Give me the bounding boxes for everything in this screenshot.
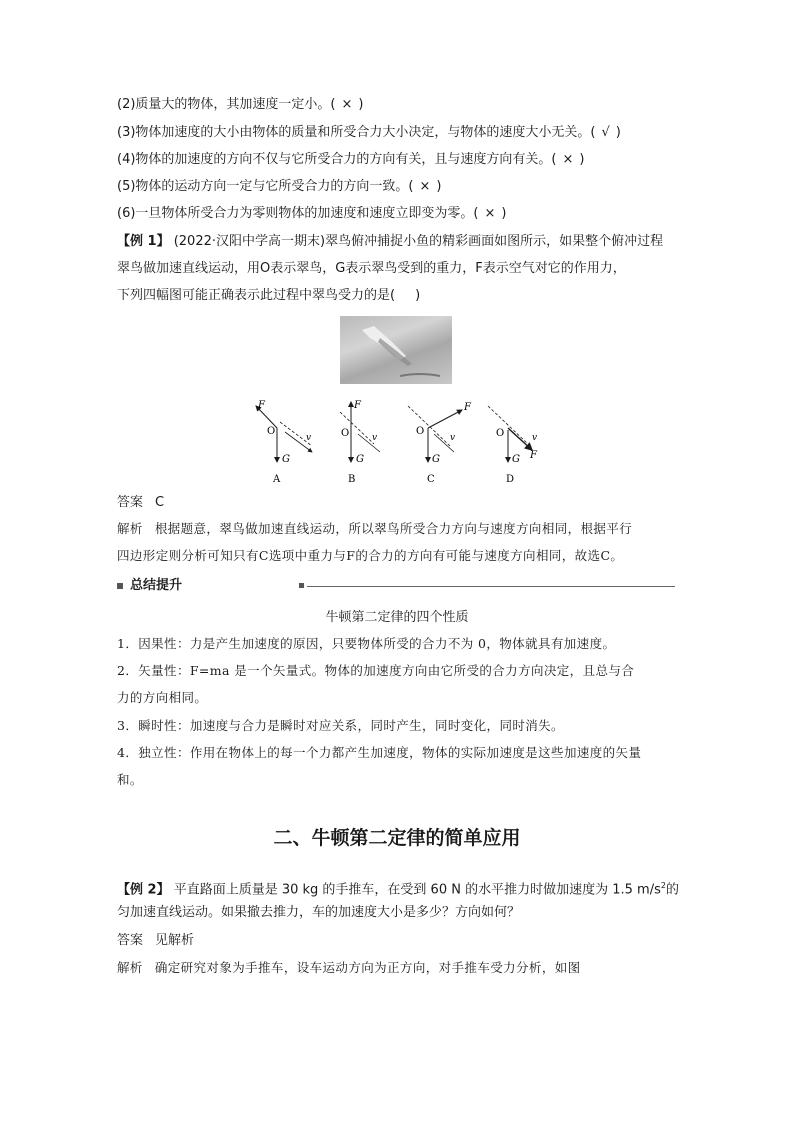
analysis-line1 bbox=[117, 520, 632, 538]
analysis-text: 确定研究对象为手推车，设车运动方向为正方向，对手推车受力分析，如图 bbox=[154, 960, 581, 975]
summary-point: 1．因果性：力是产生加速度的原因，只要物体所受的合力不为 0，物体就具有加速度。 bbox=[117, 636, 616, 651]
section-title: 二、牛顿第二定律的简单应用 bbox=[273, 827, 521, 849]
force-label-g: G bbox=[512, 454, 520, 465]
example1-text: 下列四幅图可能正确表示此过程中翠鸟受力的是( bbox=[117, 288, 396, 303]
velocity-label-v: v bbox=[532, 433, 538, 443]
summary-square-icon bbox=[117, 583, 123, 589]
answer-value: 见解析 bbox=[155, 933, 195, 948]
summary-rule bbox=[307, 586, 675, 587]
velocity-label-v: v bbox=[306, 433, 312, 443]
force-label-g: G bbox=[356, 454, 364, 465]
example1-line1 bbox=[117, 233, 663, 251]
answer-line bbox=[117, 494, 164, 512]
judgment-item: (4)物体的加速度的方向不仅与它所受合力的方向有关，且与速度方向有关。( × ) bbox=[117, 152, 585, 167]
force-diagrams bbox=[240, 396, 560, 486]
example2-line1 bbox=[117, 877, 679, 899]
unit-exponent: 2 bbox=[660, 881, 666, 890]
example2-text: 平直路面上质量是 30 kg 的手推车，在受到 60 N 的水平推力时做加速度为 1.5 m/s bbox=[169, 882, 661, 898]
summary-rule-icon bbox=[299, 583, 304, 588]
judgment-text: (5)物体的运动方向一定与它所受合力的方向一致。( bbox=[117, 179, 414, 194]
example2-line2: 匀加速直线运动。如果撤去推力，车的加速度大小是多少？方向如何？ bbox=[117, 905, 521, 920]
option-label-c: C bbox=[427, 474, 435, 485]
summary-heading: 牛顿第二定律的四个性质 bbox=[325, 610, 469, 625]
diagram-option-d bbox=[488, 406, 538, 485]
force-label-f: F bbox=[530, 450, 537, 461]
analysis-label: 解析 bbox=[117, 521, 143, 536]
example1-line3 bbox=[117, 287, 420, 305]
point-label-o: O bbox=[496, 428, 505, 439]
summary-point: 力的方向相同。 bbox=[117, 690, 208, 705]
force-label-f: F bbox=[464, 402, 471, 413]
judgment-mark: √ bbox=[601, 125, 610, 140]
judgment-mark: × bbox=[419, 179, 431, 194]
force-label-f: F bbox=[258, 400, 265, 411]
judgment-mark: × bbox=[341, 97, 353, 112]
force-label-g: G bbox=[432, 454, 440, 465]
example-tag: 【例 2】 bbox=[117, 882, 170, 898]
example-tag: 【例 1】 bbox=[117, 234, 170, 249]
judgment-text: (4)物体的加速度的方向不仅与它所受合力的方向有关，且与速度方向有关。( bbox=[117, 152, 557, 167]
judgment-item: (6)一旦物体所受合力为零则物体的加速度和速度立即变为零。( × ) bbox=[117, 206, 507, 221]
point-label-o: O bbox=[416, 426, 425, 437]
example2-text: 的 bbox=[665, 882, 679, 898]
velocity-label-v: v bbox=[372, 433, 378, 443]
example1-line2: 翠鸟做加速直线运动，用O表示翠鸟，G表示翠鸟受到的重力，F表示空气对它的作用力， bbox=[117, 261, 626, 276]
judgment-text: (3)物体加速度的大小由物体的质量和所受合力大小决定，与物体的速度大小无关。( bbox=[117, 125, 596, 140]
analysis-text: 根据题意，翠鸟做加速直线运动，所以翠鸟所受合力方向与速度方向相同，根据平行 bbox=[154, 521, 633, 536]
summary-point: 2．矢量性：F=ma 是一个矢量式。物体的加速度方向由它所受的合力方向决定，且总与合 bbox=[117, 663, 635, 678]
option-label-b: B bbox=[348, 474, 356, 485]
judgment-text: (2)质量大的物体，其加速度一定小。( bbox=[117, 97, 336, 112]
answer-line bbox=[117, 932, 194, 950]
option-label-a: A bbox=[273, 474, 281, 485]
answer-label: 答案 bbox=[117, 933, 144, 948]
force-label-f: F bbox=[354, 400, 361, 411]
judgment-item: (2)质量大的物体，其加速度一定小。( × ) bbox=[117, 97, 364, 112]
force-label-g: G bbox=[282, 454, 290, 465]
velocity-label-v: v bbox=[450, 433, 456, 443]
judgment-text: (6)一旦物体所受合力为零则物体的加速度和速度立即变为零。( bbox=[117, 206, 479, 221]
answer-value: C bbox=[155, 495, 165, 510]
diagram-option-c bbox=[408, 402, 472, 485]
option-label-d: D bbox=[506, 474, 515, 485]
diagram-option-b bbox=[340, 400, 380, 485]
point-label-o: O bbox=[341, 428, 350, 439]
analysis-line bbox=[117, 959, 581, 977]
analysis-line2: 四边形定则分析可知只有C选项中重力与F的合力的方向有可能与速度方向相同，故选C。 bbox=[117, 548, 624, 563]
judgment-item: (5)物体的运动方向一定与它所受合力的方向一致。( × ) bbox=[117, 179, 442, 194]
summary-header bbox=[117, 577, 675, 595]
analysis-label: 解析 bbox=[117, 960, 143, 975]
example1-text: (2022·汉阳中学高一期末)翠鸟俯冲捕捉小鱼的精彩画面如图所示，如果整个俯冲过程 bbox=[169, 234, 664, 249]
kingfisher-photo bbox=[340, 316, 452, 384]
summary-point: 和。 bbox=[117, 772, 143, 787]
summary-point: 3．瞬时性：加速度与合力是瞬时对应关系，同时产生，同时变化，同时消失。 bbox=[117, 718, 564, 733]
example1-bracket: ) bbox=[415, 288, 421, 303]
summary-point: 4．独立性：作用在物体上的每一个力都产生加速度，物体的实际加速度是这些加速度的矢量 bbox=[117, 745, 642, 760]
point-label-o: O bbox=[267, 426, 276, 437]
diagram-option-a bbox=[256, 400, 312, 485]
judgment-mark: × bbox=[562, 152, 574, 167]
judgment-item: (3)物体加速度的大小由物体的质量和所受合力大小决定，与物体的速度大小无关。( √ ) bbox=[117, 125, 621, 140]
judgment-mark: × bbox=[484, 206, 496, 221]
summary-title: 总结提升 bbox=[130, 578, 183, 593]
answer-label: 答案 bbox=[117, 495, 144, 510]
